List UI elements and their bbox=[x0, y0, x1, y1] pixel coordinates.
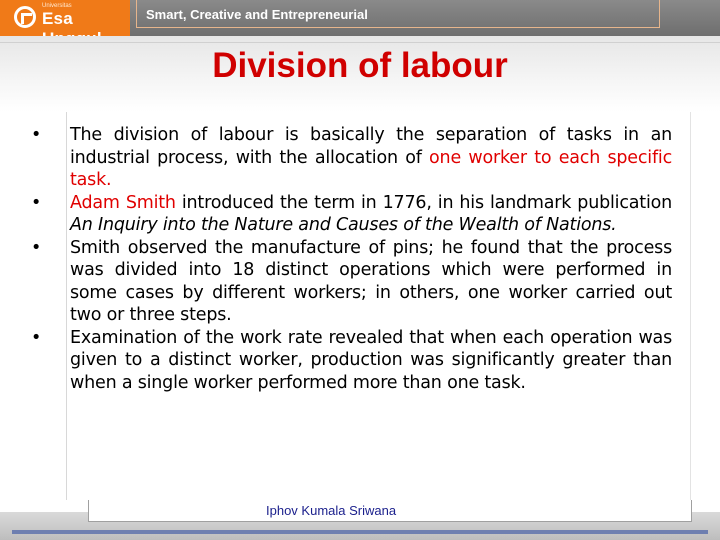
slide-title: Division of labour bbox=[212, 46, 508, 85]
university-logo bbox=[0, 0, 130, 36]
bullet-item-3 bbox=[26, 237, 672, 327]
author-name: Iphov Kumala Sriwana bbox=[266, 503, 397, 518]
bullet-list bbox=[26, 124, 672, 394]
right-divider bbox=[690, 112, 691, 500]
bullet-text: Examination of the work rate revealed that when each operation was given to a distinct worker, production was significantly greater than when a single worker performed more than one task. bbox=[70, 327, 672, 393]
footer-accent-line bbox=[12, 530, 708, 534]
logo-subtext: Universitas bbox=[42, 3, 72, 9]
logo-text: Esa bbox=[42, 9, 73, 28]
bullet-highlight: one worker to each specific task. bbox=[70, 147, 672, 190]
bullet-text: The division of labour is basically the separation of tasks in an industrial process, with the allocation of bbox=[70, 125, 672, 168]
bullet-dot: • bbox=[30, 237, 42, 258]
tagline: Smart, Creative and Entrepreneurial bbox=[146, 7, 368, 22]
bullet-item-2 bbox=[26, 192, 672, 237]
bullet-dot: • bbox=[30, 327, 42, 348]
bullet-text: Smith observed the manufacture of pins; he found that the process was divided into 18 distinct operations which were performed in some cases by different workers; in others, one worker carried out two or three steps. bbox=[70, 237, 672, 325]
bullet-highlight: Adam Smith bbox=[70, 192, 176, 213]
bullet-item-1 bbox=[26, 124, 672, 192]
bullet-text: introduced the term in 1776, in his landmark publication bbox=[175, 192, 673, 213]
bullet-item-4 bbox=[26, 327, 672, 395]
logo-icon bbox=[14, 6, 36, 28]
header-bar bbox=[0, 0, 720, 36]
bullet-dot: • bbox=[30, 125, 42, 145]
publication-title: An Inquiry into the Nature and Causes of the Wealth of Nations. bbox=[70, 215, 617, 235]
bullet-dot: • bbox=[30, 192, 42, 213]
